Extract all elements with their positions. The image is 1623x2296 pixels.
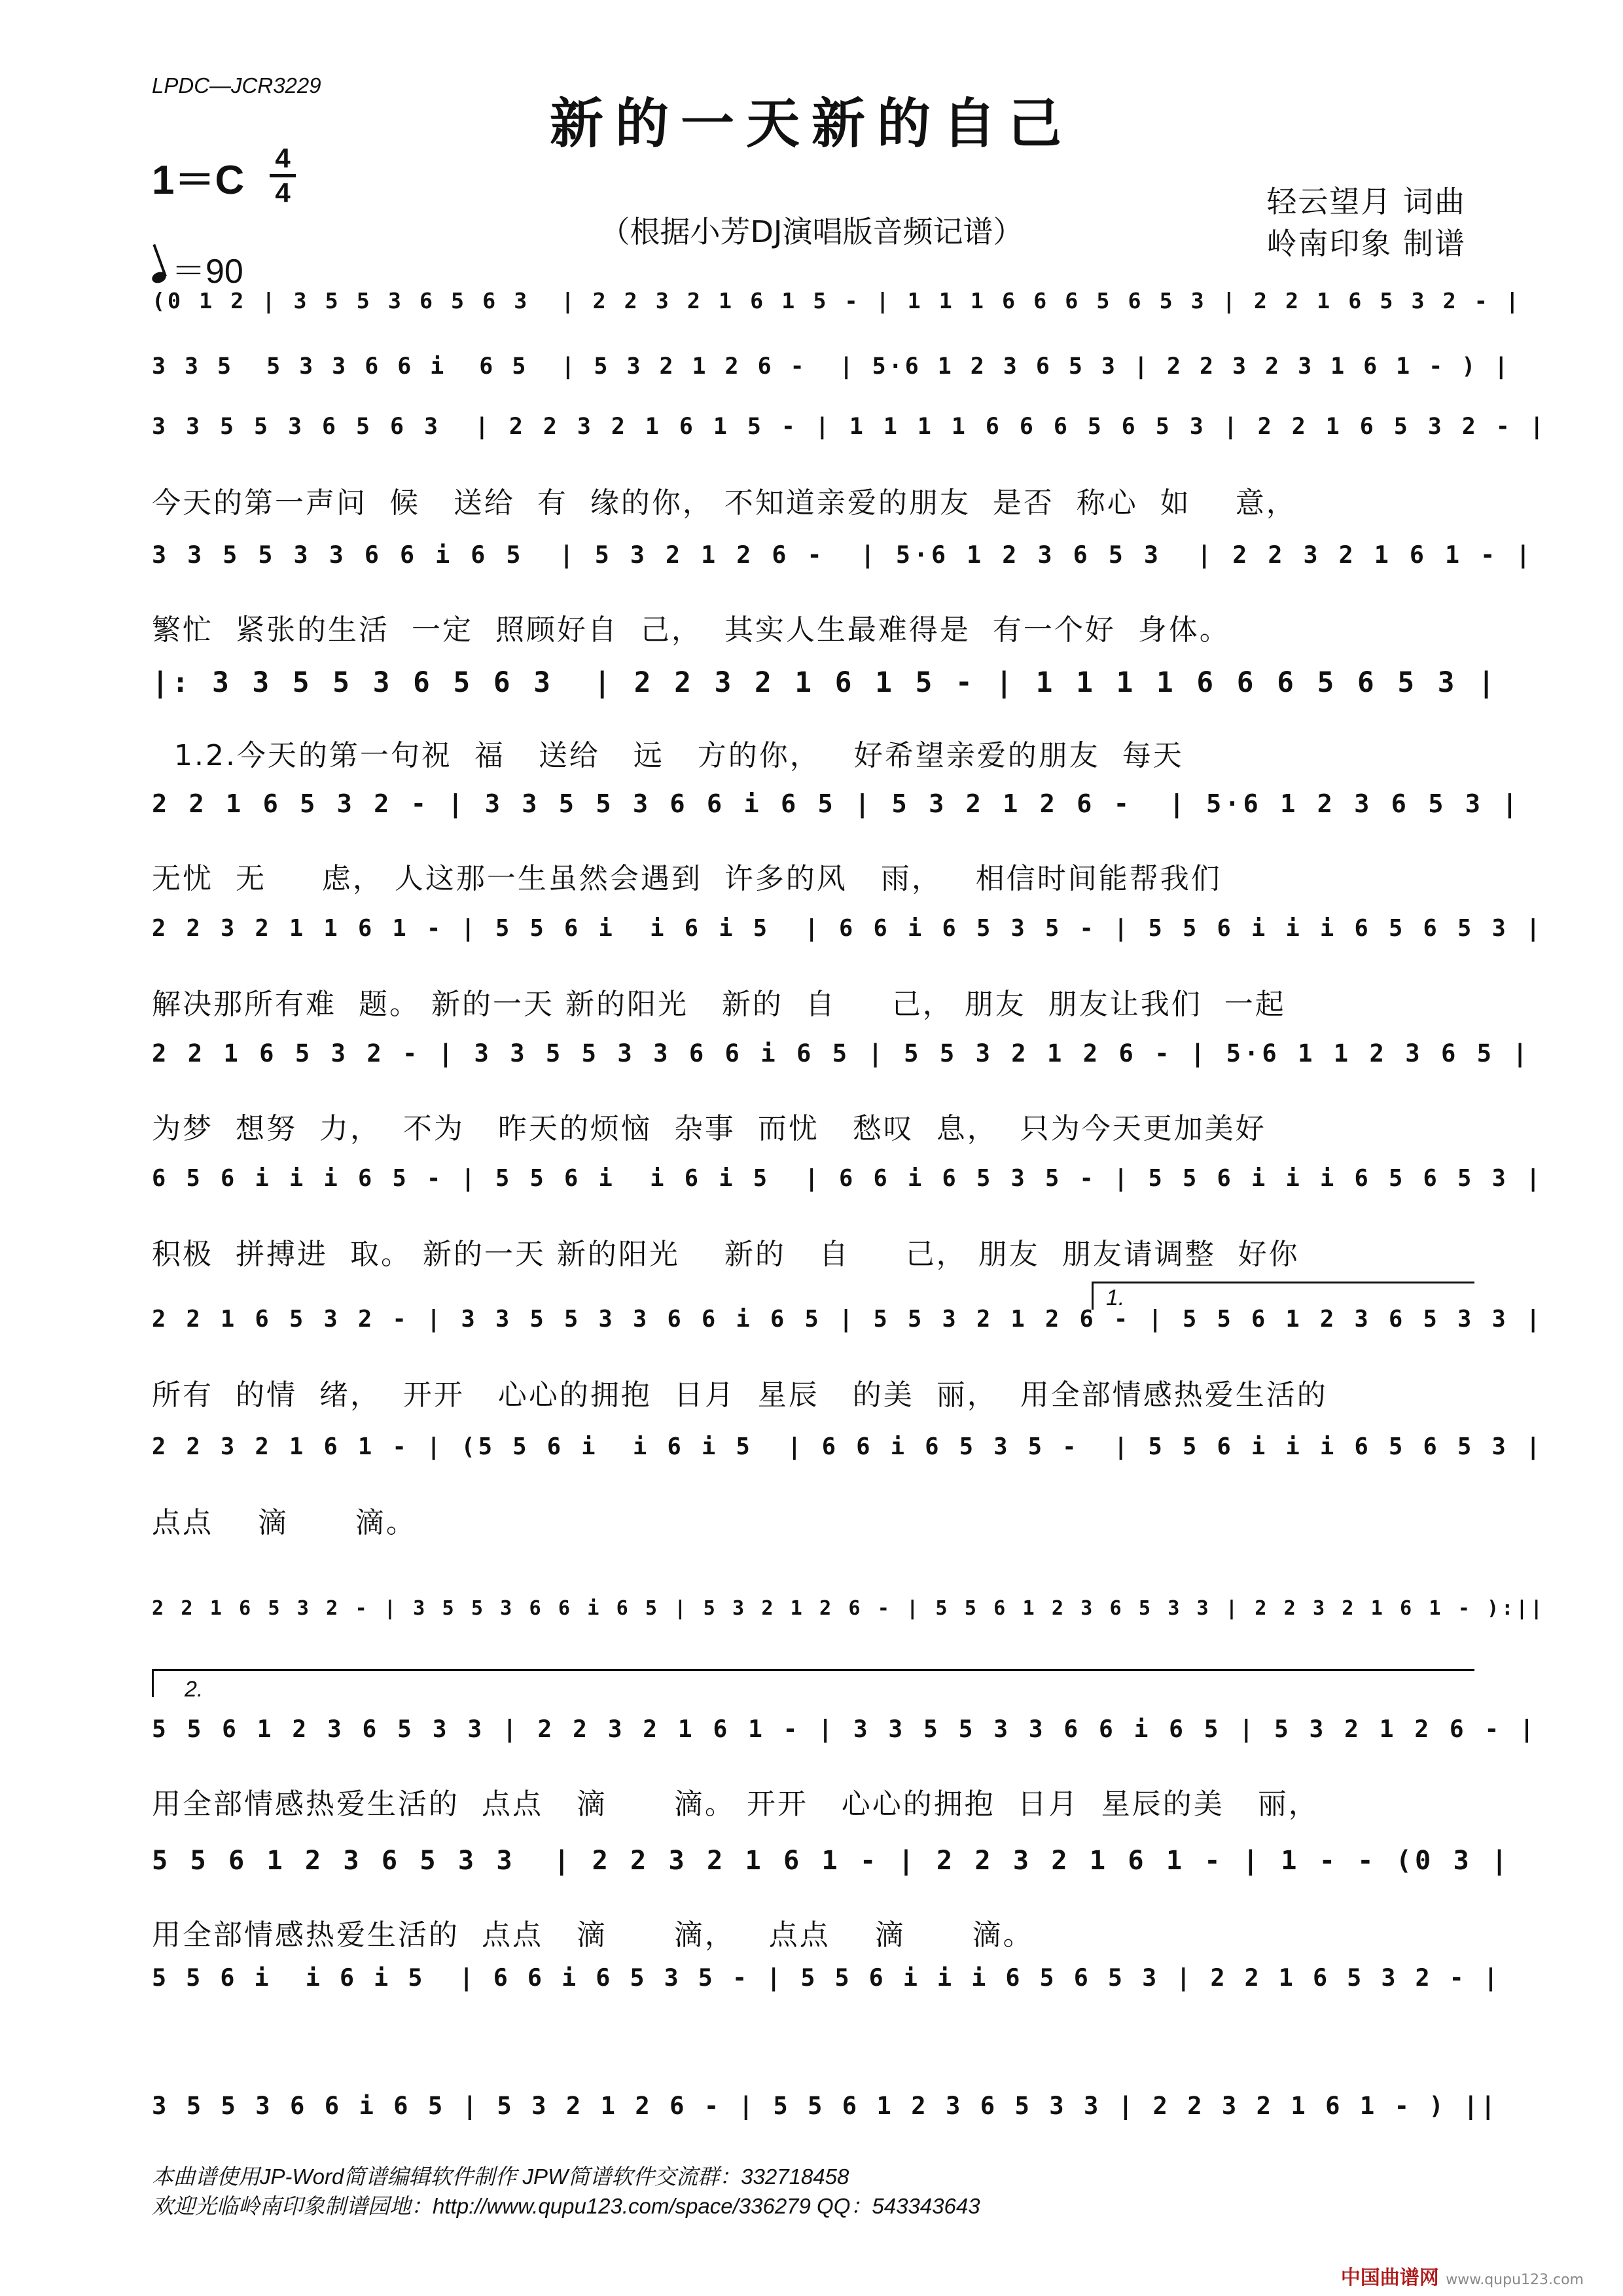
notation-line: 3 5 5 3 6 6 i 6 5 | 5 3 2 1 2 6 - | 5 5 6 1 2 3 6 5 3 3 | 2 2 3 2 1 6 1 - ) || <box>152 2091 1498 2120</box>
volta-bracket-1 <box>1092 1282 1474 1310</box>
notation-line: 5 5 6 1 2 3 6 5 3 3 | 2 2 3 2 1 6 1 - | 3 3 5 5 3 3 6 6 i 6 5 | 5 3 2 1 2 6 - | <box>152 1715 1537 1743</box>
notation-line: 3 3 5 5 3 3 6 6 i 6 5 | 5 3 2 1 2 6 - | 5·6 1 2 3 6 5 3 | 2 2 3 2 3 1 6 1 - ) | <box>152 353 1511 380</box>
notation-line: 3 3 5 5 3 6 5 6 3 | 2 2 3 2 1 6 1 5 - | 1 1 1 1 6 6 6 5 6 5 3 | 2 2 1 6 5 3 2 - | <box>152 414 1547 440</box>
lyric-line: 用全部情感热爱生活的 点点 滴 滴， 点点 滴 滴。 <box>152 1918 1034 1952</box>
notation-line: 2 2 1 6 5 3 2 - | 3 3 5 5 3 3 6 6 i 6 5 | 5 5 3 2 1 2 6 - | 5 5 6 1 2 3 6 5 3 3 | <box>152 1306 1544 1333</box>
volta-label-2: 2. <box>185 1677 204 1702</box>
notation-line: (0 1 2 | 3 5 5 3 6 5 6 3 | 2 2 3 2 1 6 1 5 - | 1 1 1 6 6 6 5 6 5 3 | 2 2 1 6 5 3 2 - | <box>152 288 1522 314</box>
notation-line: 5 5 6 i i 6 i 5 | 6 6 i 6 5 3 5 - | 5 5 6 i i i 6 5 6 5 3 | 2 2 1 6 5 3 2 - | <box>152 1964 1501 1992</box>
lyric-line: 用全部情感热爱生活的 点点 滴 滴。 开开 心心的拥抱 日月 星辰的美 丽， <box>152 1787 1319 1821</box>
notation-line: 6 5 6 i i i 6 5 - | 5 5 6 i i 6 i 5 | 6 6 i 6 5 3 5 - | 5 5 6 i i i 6 5 6 5 3 | <box>152 1165 1544 1192</box>
notation-line: 3 3 5 5 3 3 6 6 i 6 5 | 5 3 2 1 2 6 - | 5·6 1 2 3 6 5 3 | 2 2 3 2 1 6 1 - | <box>152 541 1534 569</box>
subtitle: （根据小芳DJ演唱版音频记谱） <box>599 214 1024 249</box>
footer-website-note: 欢迎光临岭南印象制谱园地：http://www.qupu123.com/space/336279 QQ：543343643 <box>152 2194 980 2218</box>
site-logo-url: www.qupu123.com <box>1446 2272 1584 2288</box>
lyric-line: 所有 的情 绪， 开开 心心的拥抱 日月 星辰 的美 丽， 用全部情感热爱生活的 <box>152 1378 1328 1412</box>
lyric-line: 为梦 想努 力， 不为 昨天的烦恼 杂事 而忧 愁叹 息， 只为今天更加美好 <box>152 1112 1266 1145</box>
notation-line: 2 2 3 2 1 1 6 1 - | 5 5 6 i i 6 i 5 | 6 6 i 6 5 3 5 - | 5 5 6 i i i 6 5 6 5 3 | <box>152 915 1544 942</box>
volta-bracket-2 <box>152 1669 1474 1697</box>
notation-line: 2 2 1 6 5 3 2 - | 3 3 5 5 3 3 6 6 i 6 5 | 5 5 3 2 1 2 6 - | 5·6 1 1 2 3 6 5 | <box>152 1039 1531 1067</box>
notation-line: 2 2 3 2 1 6 1 - | (5 5 6 i i 6 i 5 | 6 6 i 6 5 3 5 - | 5 5 6 i i i 6 5 6 5 3 | <box>152 1433 1544 1460</box>
time-signature-bottom: 4 <box>275 177 291 208</box>
lyric-line: 解决那所有难 题。 新的一天 新的阳光 新的 自 己， 朋友 朋友让我们 一起 <box>152 988 1286 1021</box>
notation-line: 5 5 6 1 2 3 6 5 3 3 | 2 2 3 2 1 6 1 - | 2 2 3 2 1 6 1 - | 1 - - (0 3 | <box>152 1846 1511 1876</box>
site-logo <box>1341 2261 1584 2290</box>
credit-lyrics-music: 轻云望月 词曲 <box>1266 184 1466 219</box>
footer-software-note: 本曲谱使用JP-Word简谱编辑软件制作 JPW简谱软件交流群：332718458 <box>152 2164 849 2189</box>
lyric-line: 积极 拼搏进 取。 新的一天 新的阳光 新的 自 己， 朋友 朋友请调整 好你 <box>152 1238 1300 1271</box>
tempo-marking <box>152 243 243 293</box>
score-code: LPDC—JCR3229 <box>152 73 321 98</box>
site-logo-name: 中国曲谱网 <box>1340 2267 1439 2289</box>
lyric-line: 1.2.今天的第一句祝 福 送给 远 方的你， 好希望亲爱的朋友 每天 <box>152 739 1184 772</box>
lyric-line: 今天的第一声问 候 送给 有 缘的你， 不知道亲爱的朋友 是否 称心 如 意， <box>152 486 1297 520</box>
quarter-note-icon <box>151 270 168 285</box>
lyric-line: 繁忙 紧张的生活 一定 照顾好自 己， 其实人生最难得是 有一个好 身体。 <box>152 613 1230 647</box>
lyric-line: 无忧 无 虑， 人这那一生虽然会遇到 许多的风 雨， 相信时间能帮我们 <box>152 862 1222 895</box>
song-title: 新的一天新的自己 <box>549 92 1073 155</box>
time-signature <box>270 145 296 206</box>
key-signature: 1＝C <box>152 158 245 203</box>
notation-line: |: 3 3 5 5 3 6 5 6 3 | 2 2 3 2 1 6 1 5 - | 1 1 1 1 6 6 6 5 6 5 3 | <box>152 666 1498 699</box>
volta-label-1: 1. <box>1106 1285 1125 1310</box>
notation-line: 2 2 1 6 5 3 2 - | 3 3 5 5 3 6 6 i 6 5 | 5 3 2 1 2 6 - | 5·6 1 2 3 6 5 3 | <box>152 789 1521 819</box>
lyric-line: 点点 滴 滴。 <box>152 1506 417 1539</box>
tempo-value: ＝90 <box>171 253 243 291</box>
notation-line: 2 2 1 6 5 3 2 - | 3 5 5 3 6 6 i 6 5 | 5 3 2 1 2 6 - | 5 5 6 1 2 3 6 5 3 3 | 2 2 3 2 1 6 1 - ):|| <box>152 1597 1545 1620</box>
credit-score: 岭南印象 制谱 <box>1266 226 1466 261</box>
time-signature-top: 4 <box>275 143 291 173</box>
